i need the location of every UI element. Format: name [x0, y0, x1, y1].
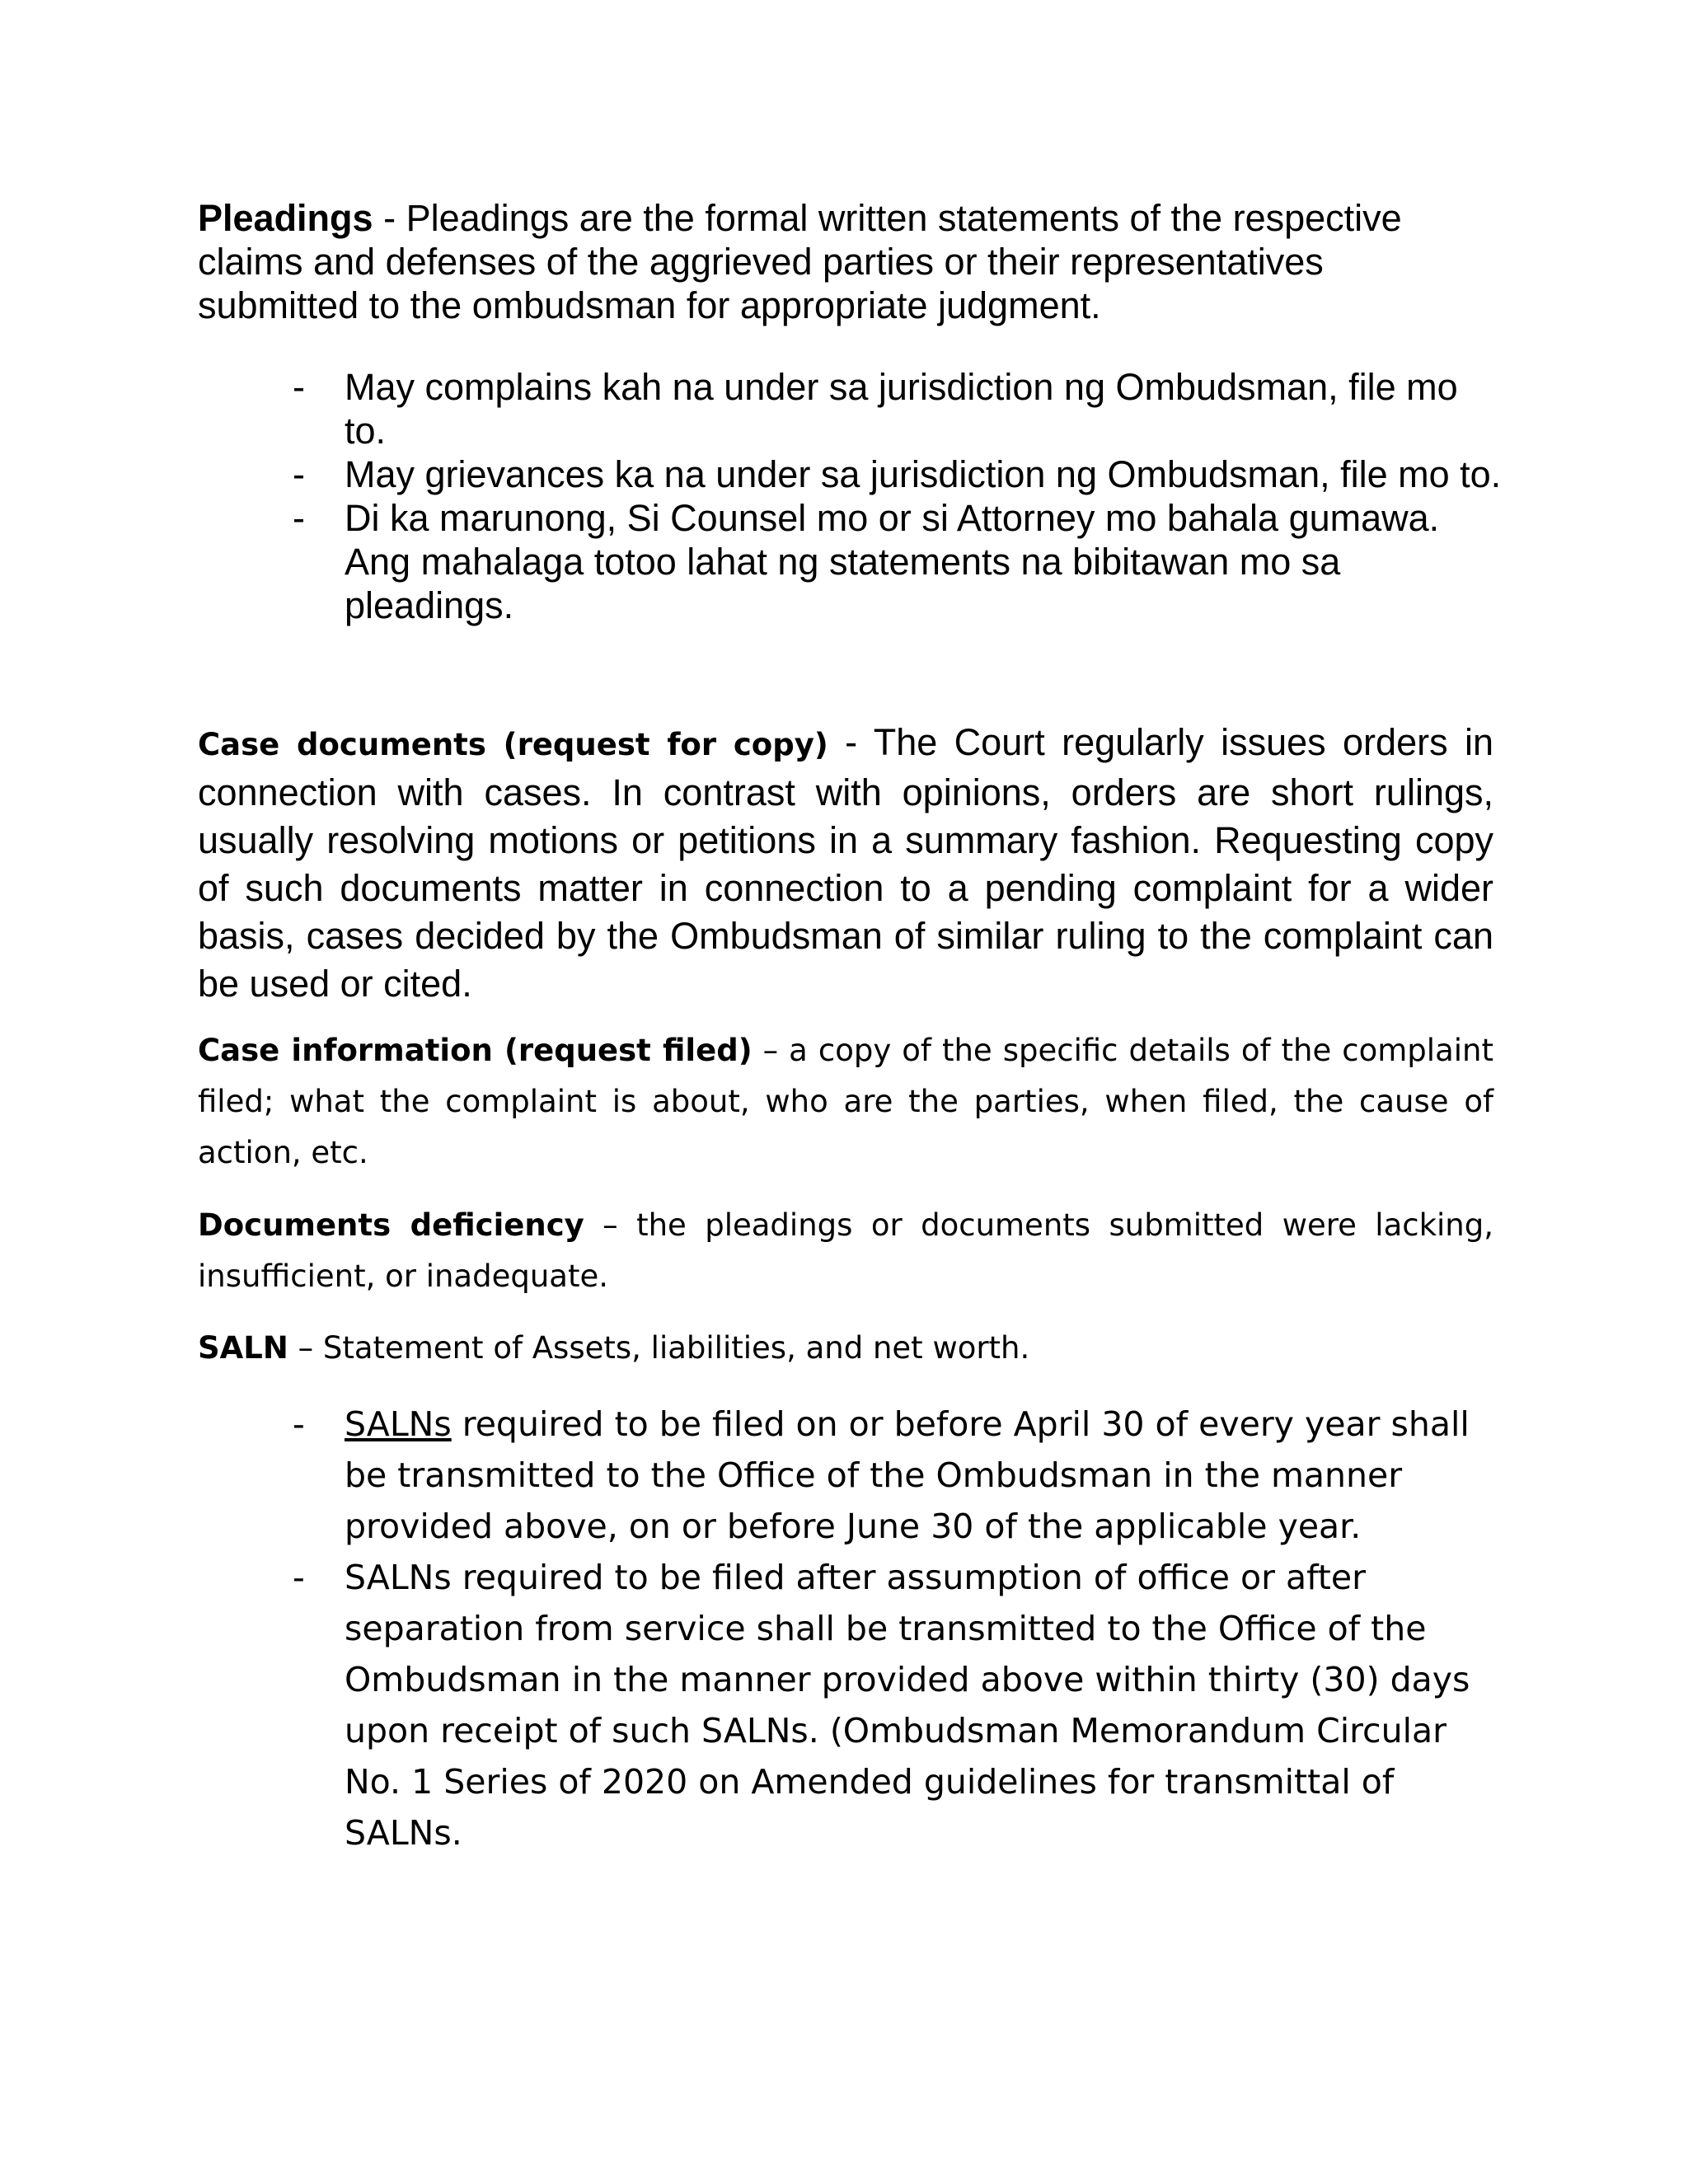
documents-deficiency-term: Documents deficiency	[198, 1207, 584, 1243]
list-item	[198, 1552, 1508, 1858]
list-item	[198, 365, 1508, 452]
salns-underlined-term: SALNs	[345, 1404, 452, 1444]
list-item	[198, 496, 1508, 627]
documents-deficiency-paragraph	[198, 1200, 1493, 1302]
case-documents-definition: The Court regularly issues orders in connection with cases. In contrast with opinions, orders are short rulings, usually resolving motions or petitions in a summary fashion. Requesting copy of such documents matter in connection to a pending complaint for a wider basis, cases decided by the Ombudsman of similar ruling to the complaint can be used or cited.	[198, 721, 1494, 1005]
pleadings-separator: -	[373, 197, 406, 239]
saln-paragraph	[198, 1323, 1493, 1374]
saln-definition: Statement of Assets, liabilities, and net worth.	[322, 1330, 1030, 1366]
documents-deficiency-separator: –	[584, 1207, 637, 1243]
bullet-text: Di ka marunong, Si Counsel mo or si Attorney mo bahala gumawa. Ang mahalaga totoo lahat ng statements na bibitawan mo sa pleadings.	[345, 497, 1440, 626]
case-documents-term: Case documents (request for copy)	[198, 727, 828, 762]
bullet-text: SALNs required to be filed after assumption of office or after separation from service shall be transmitted to the Office of the Ombudsman in the manner provided above within thirty (30) days upon receipt of such SALNs. (Ombudsman Memorandum Circular No. 1 Series of 2020 on Amended guidelines for transmittal of SALNs.	[345, 1558, 1470, 1853]
documents-deficiency-definition: the pleadings or documents submitted were lacking, insufficient, or inadequate.	[198, 1207, 1493, 1294]
saln-separator: –	[288, 1330, 323, 1366]
case-documents-separator: -	[828, 721, 874, 763]
list-item	[198, 1399, 1508, 1552]
case-documents-paragraph	[198, 719, 1493, 1008]
dash-bullet: -	[293, 497, 305, 539]
pleadings-bullet-list	[198, 365, 1508, 627]
case-information-paragraph	[198, 1025, 1493, 1179]
saln-term: SALN	[198, 1330, 288, 1366]
dash-bullet: -	[293, 453, 305, 495]
dash-bullet: -	[293, 1558, 305, 1597]
pleadings-definition: Pleadings are the formal written statements of the respective claims and defenses of the aggrieved parties or their representatives submitted to the ombudsman for appropriate judgment.	[198, 197, 1402, 326]
list-item	[198, 452, 1508, 496]
case-information-term: Case information (request filed)	[198, 1033, 753, 1068]
saln-bullet-list	[198, 1399, 1508, 1858]
dash-bullet: -	[293, 1404, 305, 1444]
dash-bullet: -	[293, 366, 305, 408]
case-information-separator: –	[752, 1033, 790, 1068]
bullet-text: May complains kah na under sa jurisdiction ng Ombudsman, file mo to.	[345, 366, 1458, 452]
bullet-text: required to be filed on or before April 30 of every year shall be transmitted to the Office of the Ombudsman in the manner provided above, on or before June 30 of the applicable year.	[345, 1404, 1470, 1546]
case-information-definition: a copy of the specific details of the complaint filed; what the complaint is about, who are the parties, when filed, the cause of action, etc.	[198, 1033, 1493, 1170]
pleadings-paragraph	[198, 196, 1493, 327]
pleadings-term: Pleadings	[198, 197, 373, 239]
bullet-text: May grievances ka na under sa jurisdiction ng Ombudsman, file mo to.	[345, 453, 1502, 495]
